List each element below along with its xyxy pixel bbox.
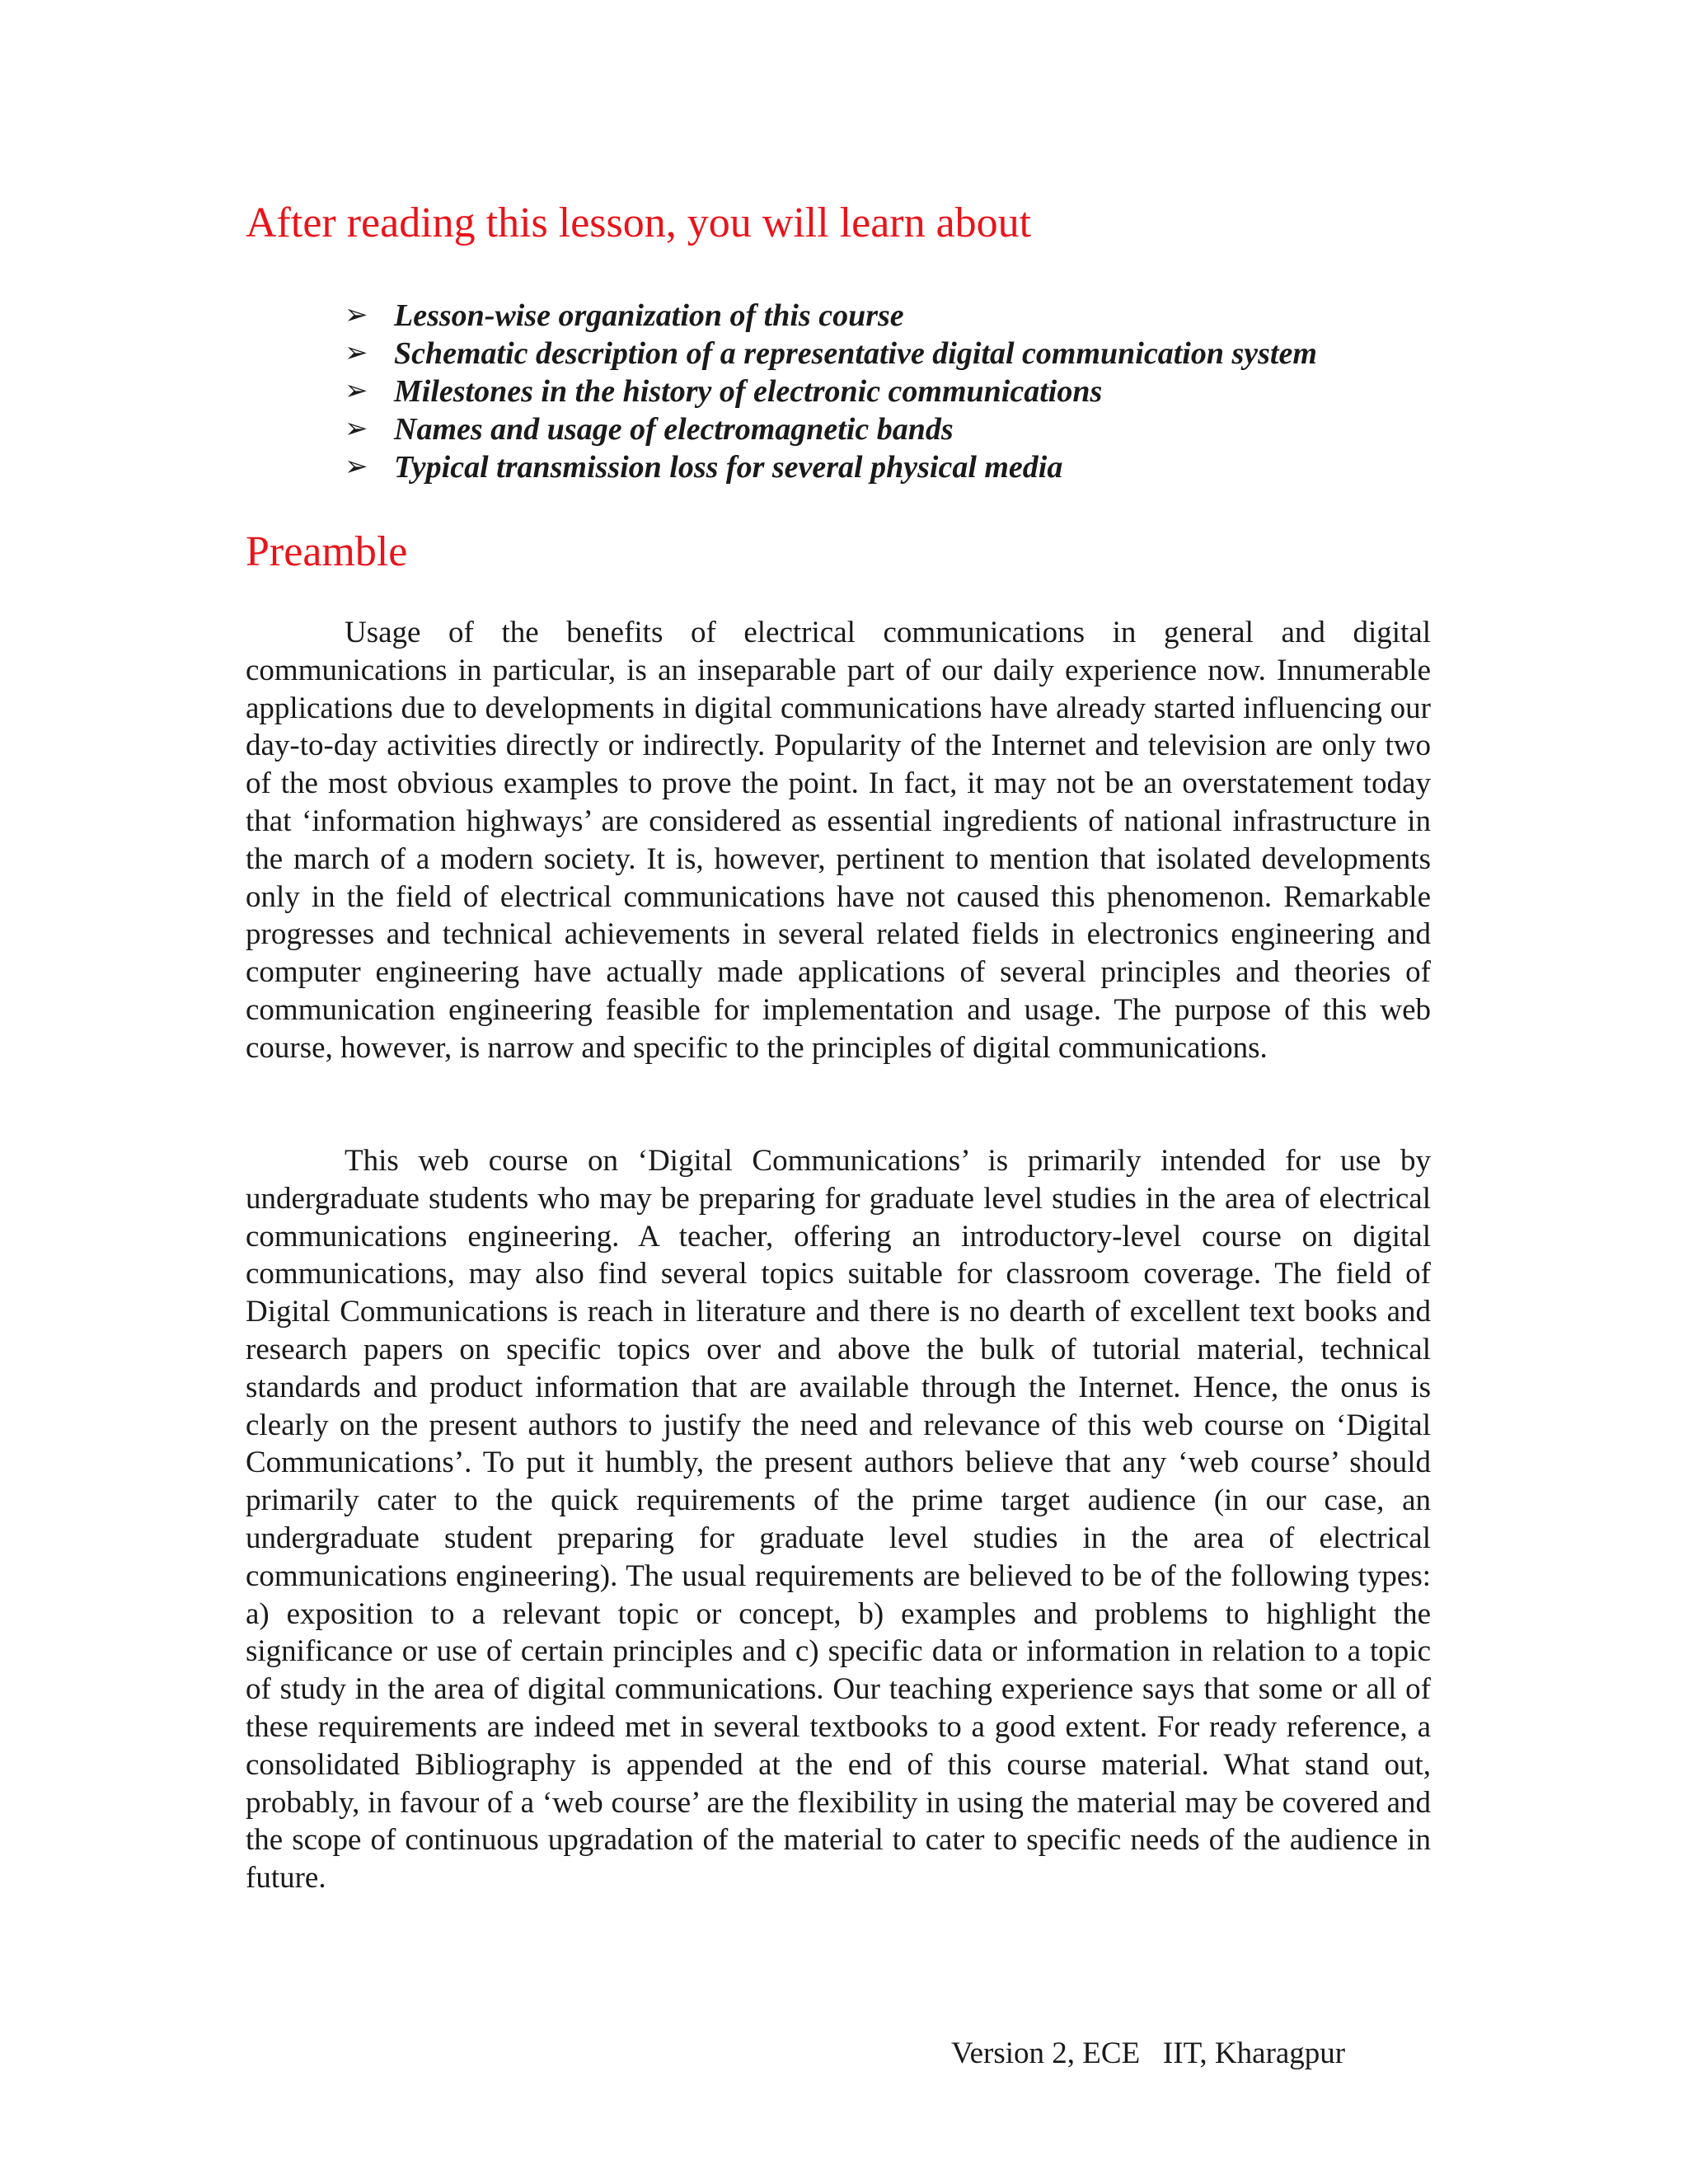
- preamble-heading: Preamble: [246, 528, 408, 575]
- arrow-bullet-icon: ➢: [345, 300, 368, 330]
- objective-text: Milestones in the history of electronic communications: [394, 374, 1103, 409]
- arrow-bullet-icon: ➢: [345, 338, 368, 368]
- arrow-bullet-icon: ➢: [345, 414, 368, 444]
- objective-text: Names and usage of electromagnetic bands: [394, 412, 954, 447]
- objective-item: [345, 373, 1317, 410]
- objective-text: Typical transmission loss for several physical media: [394, 450, 1063, 485]
- arrow-bullet-icon: ➢: [345, 376, 368, 406]
- preamble-paragraph-1: Usage of the benefits of electrical communications in general and digital communications in particular, is an inseparable part of our daily experience now. Innumerable applications due to developments in digital communications have already started influencing our day-to-day activities directly or indirectly. Popularity of the Internet and television are only two of the most obvious examples to prove the point. In fact, it may not be an overstatement today that ‘information highways’ are considered as essential ingredients of national infrastructure in the march of a modern society. It is, however, pertinent to mention that isolated developments only in the field of electrical communications have not caused this phenomenon. Remarkable progresses and technical achievements in several related fields in electronics engineering and computer engineering have actually made applications of several principles and theories of communication engineering feasible for implementation and usage. The purpose of this web course, however, is narrow and specific to the principles of digital communications.: [246, 616, 1431, 1065]
- objective-item: [345, 297, 1317, 335]
- preamble-paragraph-2: This web course on ‘Digital Communications’ is primarily intended for use by undergraduate students who may be preparing for graduate level studies in the area of electrical communications engineering. A teacher, offering an introductory-level course on digital communications, may also find several topics suitable for classroom coverage. The field of Digital Communications is reach in literature and there is no dearth of excellent text books and research papers on specific topics over and above the bulk of tutorial material, technical standards and product information that are available through the Internet. Hence, the onus is clearly on the present authors to justify the need and relevance of this web course on ‘Digital Communications’. To put it humbly, the present authors believe that any ‘web course’ should primarily cater to the quick requirements of the prime target audience (in our case, an undergraduate student preparing for graduate level studies in the area of electrical communications engineering). The usual requirements are believed to be of the following types: a) exposition to a relevant topic or concept, b) examples and problems to highlight the significance or use of certain principles and c) specific data or information in relation to a topic of study in the area of digital communications. Our teaching experience says that some or all of these requirements are indeed met in several textbooks to a good extent. For ready reference, a consolidated Bibliography is appended at the end of this course material. What stand out, probably, in favour of a ‘web course’ are the flexibility in using the material may be covered and the scope of continuous upgradation of the material to cater to specific needs of the audience in future.: [246, 1144, 1431, 1896]
- page-footer: Version 2, ECE IIT, Kharagpur: [951, 2036, 1346, 2070]
- arrow-bullet-icon: ➢: [345, 452, 368, 482]
- objective-text: Schematic description of a representative digital communication system: [394, 336, 1317, 371]
- objective-item: [345, 335, 1317, 373]
- objective-item: [345, 410, 1317, 448]
- learning-objectives-heading: After reading this lesson, you will learn about: [246, 199, 1032, 246]
- learning-objectives-list: [345, 297, 1317, 486]
- objective-item: [345, 448, 1317, 486]
- objective-text: Lesson-wise organization of this course: [394, 298, 904, 333]
